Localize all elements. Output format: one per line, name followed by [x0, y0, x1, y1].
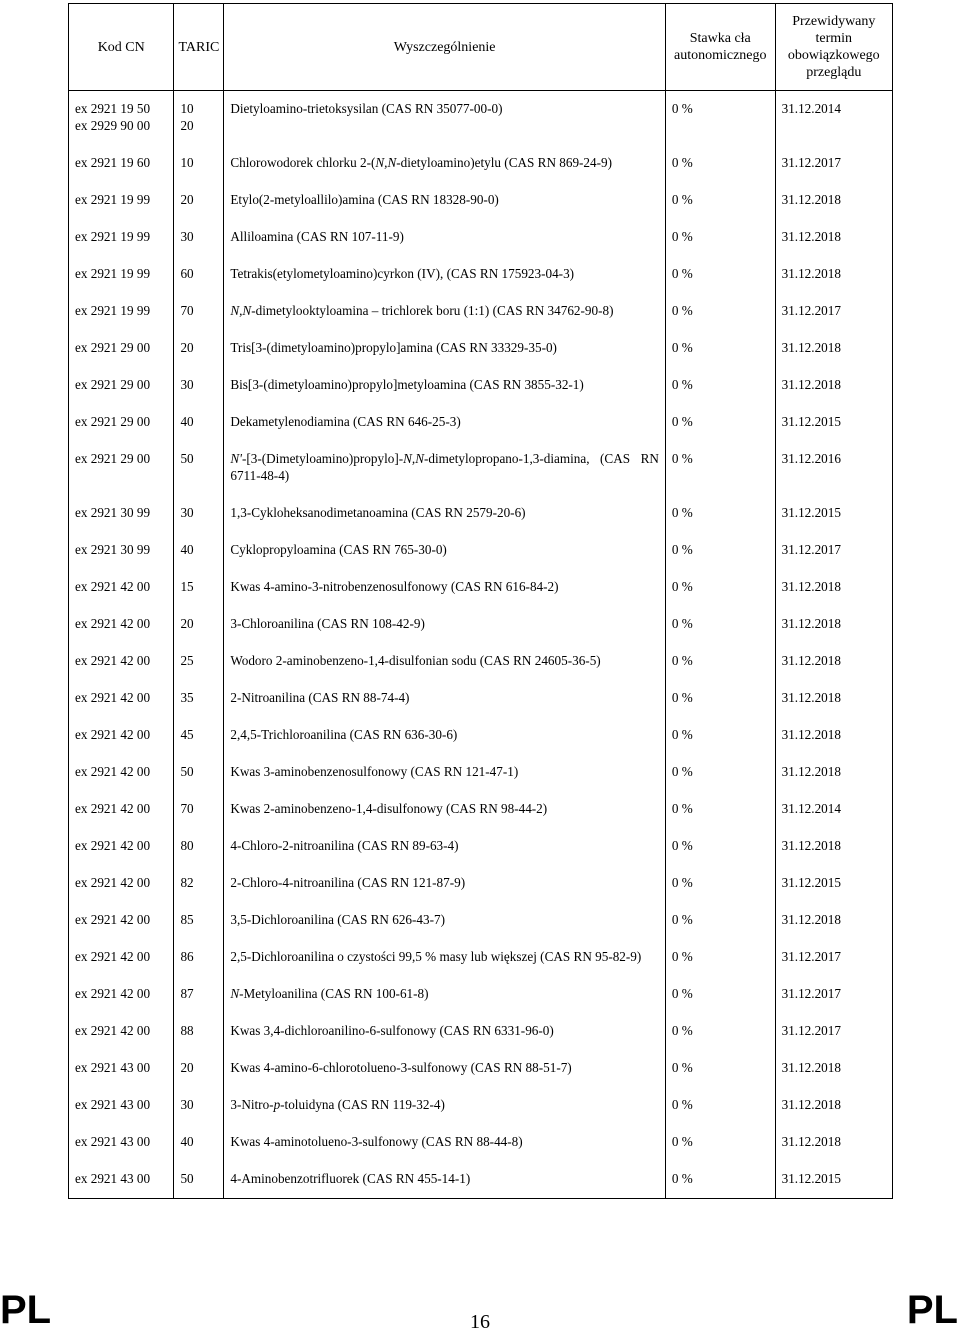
table-row: [69, 902, 893, 939]
cell-stawka: 0 %: [665, 976, 775, 1013]
cell-kod-cn: [69, 791, 174, 828]
cell-stawka: 0 %: [665, 606, 775, 643]
kod-cn-value: ex 2921 42 00: [75, 653, 151, 668]
kod-cn-value: ex 2921 42 00: [75, 579, 151, 594]
cell-termin: 31.12.2018: [775, 367, 892, 404]
cell-termin: 31.12.2015: [775, 495, 892, 532]
taric-value: 15: [180, 579, 194, 594]
cell-taric: [174, 754, 224, 791]
cell-stawka: 0 %: [665, 182, 775, 219]
cell-kod-cn: [69, 902, 174, 939]
cell-kod-cn: [69, 828, 174, 865]
cell-taric: [174, 1050, 224, 1087]
cell-taric: [174, 532, 224, 569]
kod-cn-value: ex 2921 19 50: [75, 101, 151, 116]
kod-cn-value: ex 2921 30 99: [75, 505, 151, 520]
table-row: [69, 145, 893, 182]
cell-wyszczegolnienie: N'-[3-(Dimetyloamino)propylo]-N,N-dimetylopropano-1,3-diamina, (CAS RN 6711-48-4): [224, 441, 666, 495]
cell-kod-cn: [69, 256, 174, 293]
cell-wyszczegolnienie: Dekametylenodiamina (CAS RN 646-25-3): [224, 404, 666, 441]
taric-value: 87: [180, 986, 194, 1001]
cell-termin: 31.12.2018: [775, 1124, 892, 1161]
kod-cn-value: ex 2921 19 60: [75, 155, 151, 170]
cell-kod-cn: [69, 1161, 174, 1199]
kod-cn-value: ex 2921 29 00: [75, 414, 151, 429]
cell-wyszczegolnienie: 2-Chloro-4-nitroanilina (CAS RN 121-87-9): [224, 865, 666, 902]
kod-cn-value: ex 2921 43 00: [75, 1097, 151, 1112]
cell-wyszczegolnienie: 2-Nitroanilina (CAS RN 88-74-4): [224, 680, 666, 717]
cell-stawka: 0 %: [665, 404, 775, 441]
kod-cn-value: ex 2921 29 00: [75, 377, 151, 392]
cell-kod-cn: [69, 182, 174, 219]
cell-wyszczegolnienie: Etylo(2-metyloallilo)amina (CAS RN 18328-90-0): [224, 182, 666, 219]
cell-kod-cn: [69, 293, 174, 330]
header-wyszczegolnienie: Wyszczególnienie: [224, 4, 666, 91]
cell-kod-cn: [69, 569, 174, 606]
cell-taric: [174, 182, 224, 219]
taric-value: 40: [180, 1134, 194, 1149]
cell-taric: [174, 1161, 224, 1199]
cell-termin: 31.12.2017: [775, 1013, 892, 1050]
cell-stawka: 0 %: [665, 293, 775, 330]
taric-value: 20: [180, 118, 194, 133]
table-row: [69, 441, 893, 495]
taric-value: 86: [180, 949, 194, 964]
cell-taric: [174, 865, 224, 902]
header-kod-cn: Kod CN: [69, 4, 174, 91]
footer-language-left: PL: [0, 1288, 52, 1332]
cell-stawka: 0 %: [665, 717, 775, 754]
cell-taric: [174, 219, 224, 256]
cell-taric: [174, 828, 224, 865]
kod-cn-value: ex 2921 19 99: [75, 192, 151, 207]
kod-cn-value: ex 2921 42 00: [75, 616, 151, 631]
cell-wyszczegolnienie: 4-Aminobenzotrifluorek (CAS RN 455-14-1): [224, 1161, 666, 1199]
cell-taric: [174, 1013, 224, 1050]
cell-termin: 31.12.2017: [775, 976, 892, 1013]
cell-wyszczegolnienie: Kwas 4-aminotolueno-3-sulfonowy (CAS RN 88-44-8): [224, 1124, 666, 1161]
table-row: [69, 330, 893, 367]
cell-termin: 31.12.2018: [775, 1087, 892, 1124]
cell-wyszczegolnienie: N,N-dimetylooktyloamina – trichlorek boru (1:1) (CAS RN 34762-90-8): [224, 293, 666, 330]
cell-stawka: 0 %: [665, 1013, 775, 1050]
taric-value: 60: [180, 266, 194, 281]
taric-value: 85: [180, 912, 194, 927]
cell-taric: [174, 606, 224, 643]
table-row: [69, 828, 893, 865]
cell-termin: 31.12.2018: [775, 256, 892, 293]
taric-value: 10: [180, 155, 194, 170]
cell-kod-cn: [69, 643, 174, 680]
table-row: [69, 91, 893, 146]
cell-termin: 31.12.2017: [775, 939, 892, 976]
cell-kod-cn: [69, 1087, 174, 1124]
cell-stawka: 0 %: [665, 145, 775, 182]
table-row: [69, 606, 893, 643]
cell-stawka: 0 %: [665, 865, 775, 902]
cell-termin: 31.12.2018: [775, 754, 892, 791]
cell-stawka: 0 %: [665, 569, 775, 606]
cell-stawka: 0 %: [665, 939, 775, 976]
taric-value: 50: [180, 764, 194, 779]
cell-termin: 31.12.2017: [775, 532, 892, 569]
table-row: [69, 680, 893, 717]
table-row: [69, 182, 893, 219]
cell-taric: [174, 145, 224, 182]
kod-cn-value: ex 2921 42 00: [75, 801, 151, 816]
cell-taric: [174, 717, 224, 754]
taric-value: 40: [180, 414, 194, 429]
table-row: [69, 1161, 893, 1199]
cell-termin: 31.12.2018: [775, 219, 892, 256]
cell-kod-cn: [69, 495, 174, 532]
kod-cn-value: ex 2921 19 99: [75, 229, 151, 244]
cell-kod-cn: [69, 532, 174, 569]
cell-kod-cn: [69, 680, 174, 717]
cell-wyszczegolnienie: Kwas 3-aminobenzenosulfonowy (CAS RN 121-47-1): [224, 754, 666, 791]
table-row: [69, 1124, 893, 1161]
table-row: [69, 791, 893, 828]
cell-termin: 31.12.2018: [775, 902, 892, 939]
cell-kod-cn: [69, 865, 174, 902]
header-termin: Przewidywany termin obowiązkowego przeglądu: [775, 4, 892, 91]
table-row: [69, 976, 893, 1013]
cell-stawka: 0 %: [665, 330, 775, 367]
table-row: [69, 293, 893, 330]
cell-termin: 31.12.2014: [775, 91, 892, 146]
cell-kod-cn: [69, 1124, 174, 1161]
cell-kod-cn: [69, 441, 174, 495]
cell-termin: 31.12.2016: [775, 441, 892, 495]
cell-taric: [174, 256, 224, 293]
cell-wyszczegolnienie: Kwas 2-aminobenzeno-1,4-disulfonowy (CAS RN 98-44-2): [224, 791, 666, 828]
taric-value: 82: [180, 875, 194, 890]
cell-stawka: 0 %: [665, 367, 775, 404]
kod-cn-value: ex 2921 19 99: [75, 266, 151, 281]
kod-cn-value: ex 2929 90 00: [75, 118, 151, 133]
cell-taric: [174, 495, 224, 532]
taric-value: 30: [180, 229, 194, 244]
table-row: [69, 495, 893, 532]
cell-stawka: 0 %: [665, 532, 775, 569]
taric-value: 25: [180, 653, 194, 668]
kod-cn-value: ex 2921 42 00: [75, 838, 151, 853]
cell-kod-cn: [69, 145, 174, 182]
cell-taric: [174, 939, 224, 976]
table-row: [69, 367, 893, 404]
table-row: [69, 754, 893, 791]
cell-wyszczegolnienie: 2,4,5-Trichloroanilina (CAS RN 636-30-6): [224, 717, 666, 754]
kod-cn-value: ex 2921 29 00: [75, 451, 151, 466]
kod-cn-value: ex 2921 42 00: [75, 875, 151, 890]
table-row: [69, 643, 893, 680]
cell-stawka: 0 %: [665, 902, 775, 939]
tariff-table: [68, 3, 893, 1199]
header-stawka: Stawka cła autonomicznego: [665, 4, 775, 91]
cell-termin: 31.12.2018: [775, 606, 892, 643]
cell-stawka: 0 %: [665, 1087, 775, 1124]
taric-value: 70: [180, 303, 194, 318]
taric-value: 30: [180, 505, 194, 520]
table-row: [69, 1087, 893, 1124]
cell-taric: [174, 1124, 224, 1161]
cell-taric: [174, 441, 224, 495]
cell-wyszczegolnienie: 3-Nitro-p-toluidyna (CAS RN 119-32-4): [224, 1087, 666, 1124]
cell-termin: 31.12.2015: [775, 404, 892, 441]
cell-stawka: 0 %: [665, 91, 775, 146]
cell-termin: 31.12.2018: [775, 643, 892, 680]
cell-taric: [174, 976, 224, 1013]
cell-taric: [174, 569, 224, 606]
cell-taric: [174, 680, 224, 717]
table-row: [69, 219, 893, 256]
cell-stawka: 0 %: [665, 754, 775, 791]
cell-termin: 31.12.2018: [775, 330, 892, 367]
cell-taric: [174, 902, 224, 939]
kod-cn-value: ex 2921 42 00: [75, 1023, 151, 1038]
taric-value: 30: [180, 377, 194, 392]
taric-value: 30: [180, 1097, 194, 1112]
cell-wyszczegolnienie: 1,3-Cykloheksanodimetanoamina (CAS RN 2579-20-6): [224, 495, 666, 532]
kod-cn-value: ex 2921 42 00: [75, 727, 151, 742]
table-row: [69, 256, 893, 293]
cell-taric: [174, 1087, 224, 1124]
table-row: [69, 532, 893, 569]
kod-cn-value: ex 2921 19 99: [75, 303, 151, 318]
cell-kod-cn: [69, 939, 174, 976]
cell-wyszczegolnienie: Wodoro 2-aminobenzeno-1,4-disulfonian sodu (CAS RN 24605-36-5): [224, 643, 666, 680]
cell-kod-cn: [69, 91, 174, 146]
cell-termin: 31.12.2018: [775, 717, 892, 754]
cell-kod-cn: [69, 219, 174, 256]
cell-stawka: 0 %: [665, 495, 775, 532]
cell-kod-cn: [69, 717, 174, 754]
cell-stawka: 0 %: [665, 791, 775, 828]
kod-cn-value: ex 2921 43 00: [75, 1134, 151, 1149]
taric-value: 20: [180, 192, 194, 207]
cell-wyszczegolnienie: Kwas 4-amino-6-chlorotolueno-3-sulfonowy (CAS RN 88-51-7): [224, 1050, 666, 1087]
cell-taric: [174, 367, 224, 404]
header-taric: TARIC: [174, 4, 224, 91]
kod-cn-value: ex 2921 29 00: [75, 340, 151, 355]
cell-kod-cn: [69, 606, 174, 643]
taric-value: 10: [180, 101, 194, 116]
cell-kod-cn: [69, 404, 174, 441]
cell-taric: [174, 791, 224, 828]
kod-cn-value: ex 2921 42 00: [75, 949, 151, 964]
cell-wyszczegolnienie: Kwas 4-amino-3-nitrobenzenosulfonowy (CAS RN 616-84-2): [224, 569, 666, 606]
kod-cn-value: ex 2921 42 00: [75, 912, 151, 927]
cell-termin: 31.12.2017: [775, 145, 892, 182]
table-row: [69, 865, 893, 902]
cell-wyszczegolnienie: Chlorowodorek chlorku 2-(N,N-dietyloamino)etylu (CAS RN 869-24-9): [224, 145, 666, 182]
taric-value: 50: [180, 1171, 194, 1186]
cell-wyszczegolnienie: Alliloamina (CAS RN 107-11-9): [224, 219, 666, 256]
cell-kod-cn: [69, 367, 174, 404]
table-row: [69, 939, 893, 976]
cell-wyszczegolnienie: Cyklopropyloamina (CAS RN 765-30-0): [224, 532, 666, 569]
cell-wyszczegolnienie: Dietyloamino-trietoksysilan (CAS RN 35077-00-0): [224, 91, 666, 146]
cell-kod-cn: [69, 976, 174, 1013]
kod-cn-value: ex 2921 30 99: [75, 542, 151, 557]
cell-termin: 31.12.2017: [775, 293, 892, 330]
cell-stawka: 0 %: [665, 256, 775, 293]
cell-kod-cn: [69, 754, 174, 791]
table-header-row: [69, 4, 893, 91]
taric-value: 45: [180, 727, 194, 742]
taric-value: 80: [180, 838, 194, 853]
cell-wyszczegolnienie: 3-Chloroanilina (CAS RN 108-42-9): [224, 606, 666, 643]
taric-value: 20: [180, 1060, 194, 1075]
kod-cn-value: ex 2921 43 00: [75, 1171, 151, 1186]
cell-termin: 31.12.2018: [775, 569, 892, 606]
cell-taric: [174, 293, 224, 330]
cell-wyszczegolnienie: Kwas 3,4-dichloroanilino-6-sulfonowy (CAS RN 6331-96-0): [224, 1013, 666, 1050]
cell-termin: 31.12.2015: [775, 865, 892, 902]
cell-kod-cn: [69, 330, 174, 367]
cell-kod-cn: [69, 1013, 174, 1050]
taric-value: 20: [180, 616, 194, 631]
cell-wyszczegolnienie: 3,5-Dichloroanilina (CAS RN 626-43-7): [224, 902, 666, 939]
cell-stawka: 0 %: [665, 441, 775, 495]
cell-termin: 31.12.2018: [775, 828, 892, 865]
footer-language-right: PL: [906, 1288, 958, 1332]
cell-wyszczegolnienie: N-Metyloanilina (CAS RN 100-61-8): [224, 976, 666, 1013]
cell-taric: [174, 643, 224, 680]
cell-wyszczegolnienie: Bis[3-(dimetyloamino)propylo]metyloamina (CAS RN 3855-32-1): [224, 367, 666, 404]
kod-cn-value: ex 2921 42 00: [75, 690, 151, 705]
cell-wyszczegolnienie: Tetrakis(etylometyloamino)cyrkon (IV), (CAS RN 175923-04-3): [224, 256, 666, 293]
cell-stawka: 0 %: [665, 828, 775, 865]
table-row: [69, 1050, 893, 1087]
cell-termin: 31.12.2015: [775, 1161, 892, 1199]
cell-taric: [174, 91, 224, 146]
taric-value: 40: [180, 542, 194, 557]
cell-stawka: 0 %: [665, 643, 775, 680]
cell-wyszczegolnienie: 4-Chloro-2-nitroanilina (CAS RN 89-63-4): [224, 828, 666, 865]
cell-stawka: 0 %: [665, 680, 775, 717]
cell-taric: [174, 330, 224, 367]
table-row: [69, 404, 893, 441]
cell-kod-cn: [69, 1050, 174, 1087]
taric-value: 20: [180, 340, 194, 355]
kod-cn-value: ex 2921 43 00: [75, 1060, 151, 1075]
taric-value: 70: [180, 801, 194, 816]
cell-termin: 31.12.2014: [775, 791, 892, 828]
cell-termin: 31.12.2018: [775, 680, 892, 717]
cell-stawka: 0 %: [665, 1124, 775, 1161]
kod-cn-value: ex 2921 42 00: [75, 986, 151, 1001]
cell-stawka: 0 %: [665, 1050, 775, 1087]
cell-wyszczegolnienie: 2,5-Dichloroanilina o czystości 99,5 % masy lub większej (CAS RN 95-82-9): [224, 939, 666, 976]
cell-wyszczegolnienie: Tris[3-(dimetyloamino)propylo]amina (CAS RN 33329-35-0): [224, 330, 666, 367]
kod-cn-value: ex 2921 42 00: [75, 764, 151, 779]
cell-taric: [174, 404, 224, 441]
table-row: [69, 717, 893, 754]
page-number: 16: [470, 1311, 490, 1333]
table-row: [69, 569, 893, 606]
taric-value: 35: [180, 690, 194, 705]
cell-stawka: 0 %: [665, 1161, 775, 1199]
cell-termin: 31.12.2018: [775, 1050, 892, 1087]
cell-termin: 31.12.2018: [775, 182, 892, 219]
cell-stawka: 0 %: [665, 219, 775, 256]
taric-value: 88: [180, 1023, 194, 1038]
table-row: [69, 1013, 893, 1050]
taric-value: 50: [180, 451, 194, 466]
